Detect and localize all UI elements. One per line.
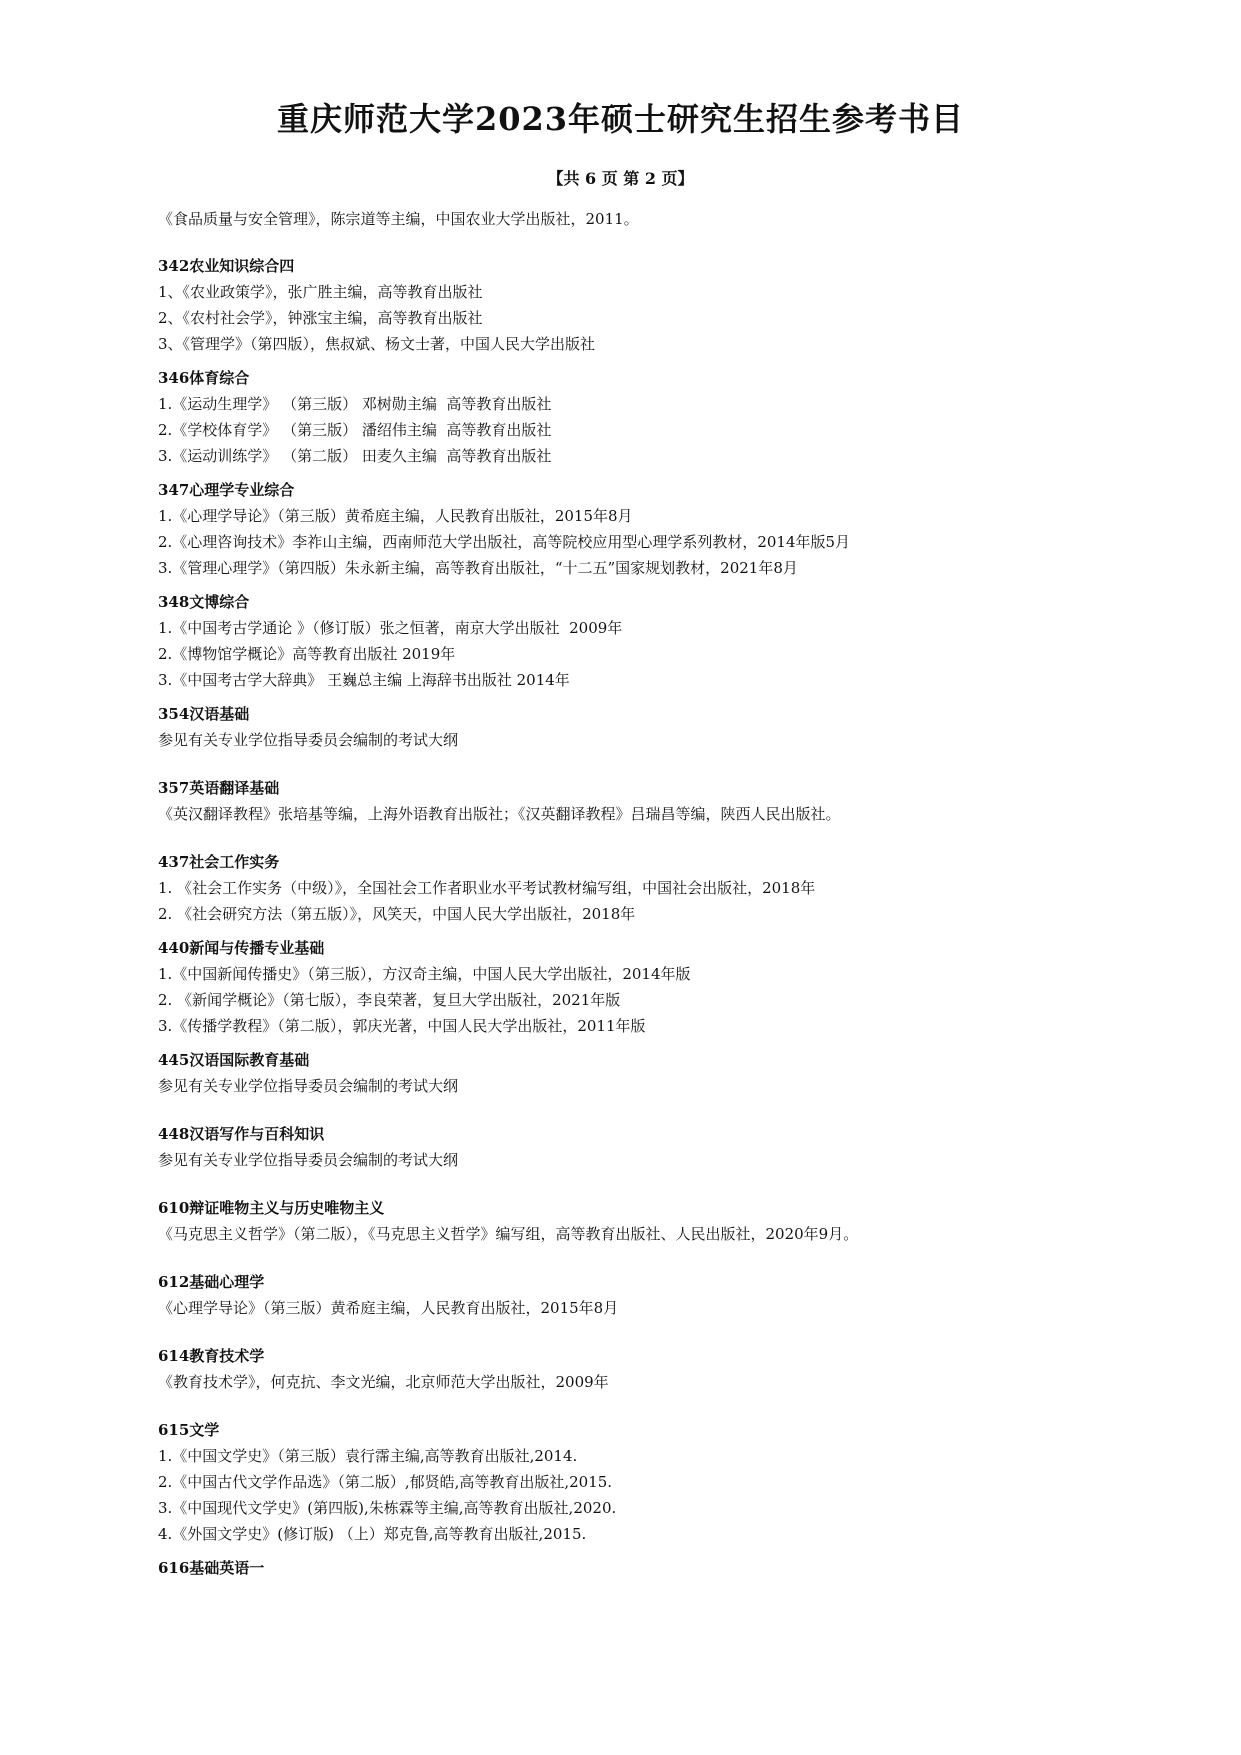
- subject-section: [158, 589, 1158, 693]
- reference-book-line: 2. 《新闻学概论》（第七版），李良荣著，复旦大学出版社，2021年版: [158, 991, 621, 1009]
- reference-book-line: 1、《农业政策学》，张广胜主编，高等教育出版社: [158, 283, 483, 301]
- subject-heading: 445汉语国际教育基础: [158, 1051, 310, 1069]
- subject-section: [158, 1047, 1158, 1099]
- subject-heading: 354汉语基础: [158, 705, 250, 723]
- subject-section: [158, 701, 1158, 753]
- reference-book-line: 3.《管理心理学》（第四版）朱永新主编，高等教育出版社，“十二五”国家规划教材，2021年8月: [158, 559, 798, 577]
- subject-section: [158, 1195, 1158, 1247]
- reference-book-line: 3.《运动训练学》 （第二版） 田麦久主编 高等教育出版社: [158, 447, 552, 465]
- subject-section: [158, 477, 1158, 581]
- subject-heading: 348文博综合: [158, 593, 250, 611]
- subject-heading: 342农业知识综合四: [158, 257, 295, 275]
- reference-book-line: 参见有关专业学位指导委员会编制的考试大纲: [158, 1077, 459, 1095]
- reference-book-line: 参见有关专业学位指导委员会编制的考试大纲: [158, 731, 459, 749]
- subject-section: [158, 935, 1158, 1039]
- book-list: [158, 206, 1158, 1589]
- subject-section: [158, 1269, 1158, 1321]
- subject-section: [158, 849, 1158, 927]
- subject-heading: 610辩证唯物主义与历史唯物主义: [158, 1199, 385, 1217]
- reference-book-line: 1.《中国文学史》（第三版）袁行霈主编,高等教育出版社,2014.: [158, 1447, 578, 1465]
- subject-heading: 612基础心理学: [158, 1273, 265, 1291]
- reference-book-line: 1. 《社会工作实务（中级）》，全国社会工作者职业水平考试教材编写组，中国社会出版社，2018年: [158, 879, 816, 897]
- subject-heading: 347心理学专业综合: [158, 481, 295, 499]
- reference-book-line: 1.《运动生理学》 （第三版） 邓树勋主编 高等教育出版社: [158, 395, 552, 413]
- subject-section: [158, 365, 1158, 469]
- reference-book-line: 4.《外国文学史》(修订版) （上）郑克鲁,高等教育出版社,2015.: [158, 1525, 587, 1543]
- reference-book-line: 2.《博物馆学概论》高等教育出版社 2019年: [158, 645, 456, 663]
- reference-book-line: 1.《中国考古学通论 》（修订版）张之恒著，南京大学出版社 2009年: [158, 619, 623, 637]
- reference-book-line: 2.《学校体育学》 （第三版） 潘绍伟主编 高等教育出版社: [158, 421, 552, 439]
- subject-section: [158, 1343, 1158, 1395]
- subject-heading: 614教育技术学: [158, 1347, 265, 1365]
- reference-book-line: 2. 《社会研究方法（第五版）》，风笑天，中国人民大学出版社，2018年: [158, 905, 636, 923]
- subject-heading: 437社会工作实务: [158, 853, 280, 871]
- subject-section: [158, 1121, 1158, 1173]
- reference-book-line: 3.《传播学教程》（第二版），郭庆光著，中国人民大学出版社，2011年版: [158, 1017, 646, 1035]
- reference-book-line: 1.《心理学导论》（第三版）黄希庭主编，人民教育出版社，2015年8月: [158, 507, 633, 525]
- subject-section: [158, 1555, 1158, 1581]
- subject-heading: 448汉语写作与百科知识: [158, 1125, 325, 1143]
- document-title: 重庆师范大学2023年硕士研究生招生参考书目: [276, 100, 965, 138]
- reference-book-line: 《英汉翻译教程》张培基等编，上海外语教育出版社；《汉英翻译教程》吕瑞昌等编，陕西人民出版社。: [158, 805, 841, 823]
- reference-book-line: 3.《中国现代文学史》(第四版),朱栋霖等主编,高等教育出版社,2020.: [158, 1499, 617, 1517]
- reference-book-line: 《心理学导论》（第三版）黄希庭主编，人民教育出版社，2015年8月: [158, 1299, 619, 1317]
- subject-section: [158, 775, 1158, 827]
- reference-book-line: 《马克思主义哲学》（第二版），《马克思主义哲学》编写组，高等教育出版社、人民出版社，2020年9月。: [158, 1225, 859, 1243]
- reference-book-line: 《教育技术学》，何克抗、李文光编，北京师范大学出版社，2009年: [158, 1373, 609, 1391]
- page-indicator: 【共 6 页 第 2 页】: [547, 169, 694, 188]
- reference-book-line: 3.《中国考古学大辞典》 王巍总主编 上海辞书出版社 2014年: [158, 671, 570, 689]
- reference-book-line: 2.《心理咨询技术》李祚山主编，西南师范大学出版社，高等院校应用型心理学系列教材，2014年版5月: [158, 533, 851, 551]
- subject-heading: 615文学: [158, 1421, 220, 1439]
- subject-heading: 357英语翻译基础: [158, 779, 280, 797]
- intro-line: 《食品质量与安全管理》，陈宗道等主编，中国农业大学出版社，2011。: [158, 210, 639, 228]
- reference-book-line: 参见有关专业学位指导委员会编制的考试大纲: [158, 1151, 459, 1169]
- subject-heading: 346体育综合: [158, 369, 250, 387]
- subject-section: [158, 253, 1158, 357]
- reference-book-line: 3、《管理学》（第四版），焦叔斌、杨文士著，中国人民大学出版社: [158, 335, 596, 353]
- subject-heading: 616基础英语一: [158, 1559, 265, 1577]
- reference-book-line: 2、《农村社会学》，钟涨宝主编，高等教育出版社: [158, 309, 483, 327]
- reference-book-line: 2.《中国古代文学作品选》（第二版）,郁贤皓,高等教育出版社,2015.: [158, 1473, 613, 1491]
- subject-section: [158, 1417, 1158, 1547]
- reference-book-line: 1.《中国新闻传播史》（第三版），方汉奇主编，中国人民大学出版社，2014年版: [158, 965, 691, 983]
- subject-heading: 440新闻与传播专业基础: [158, 939, 325, 957]
